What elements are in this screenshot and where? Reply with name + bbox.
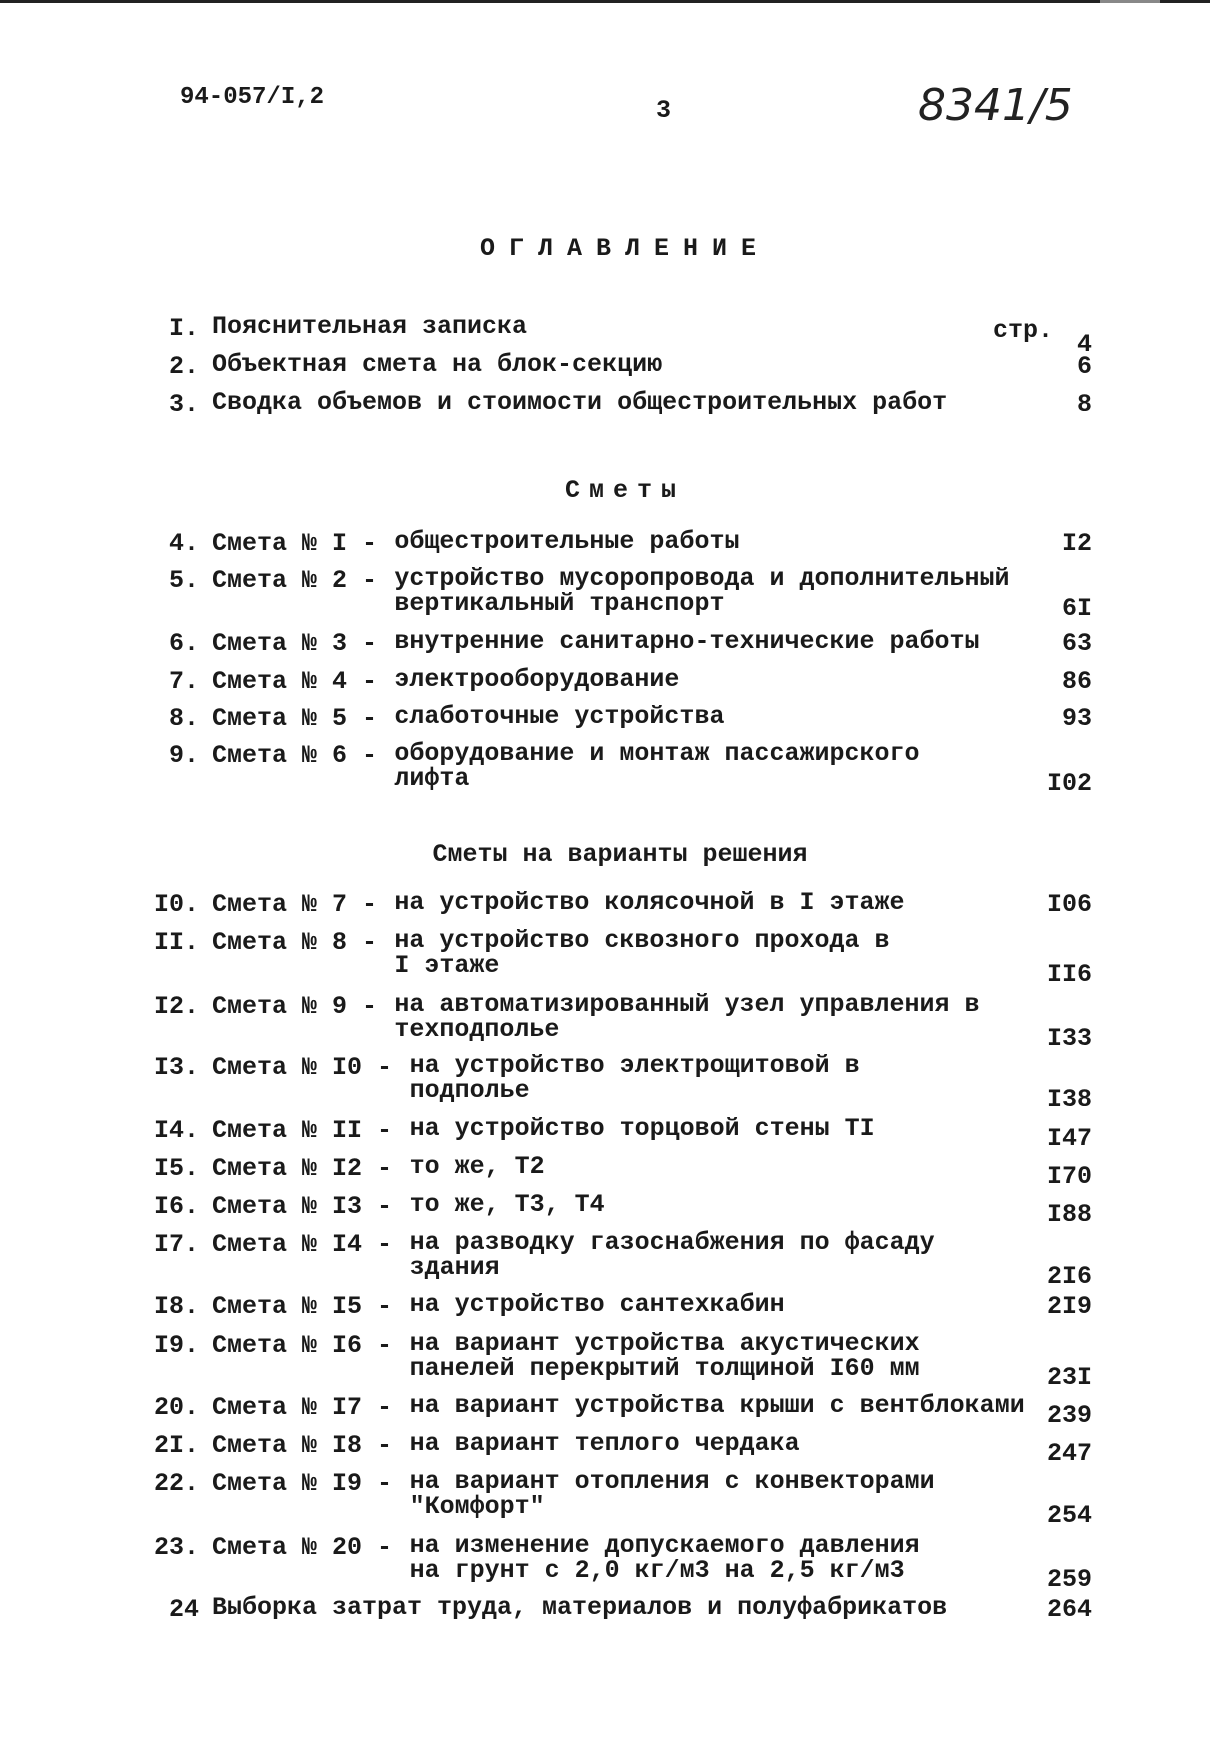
toc-entry-page: 63 — [1061, 629, 1092, 658]
toc-entry-number: 6. — [168, 629, 199, 658]
toc-entry-text: на устройство сквозного прохода в — [394, 926, 890, 955]
toc-entry-number: 7. — [168, 667, 199, 696]
toc-entry-text: на устройство сантехкабин — [409, 1290, 785, 1319]
section-heading-variants: Сметы на варианты решения — [432, 840, 808, 869]
toc-entry-page: 239 — [1046, 1401, 1092, 1430]
toc-entry-text: на грунт с 2,0 кг/м3 на 2,5 кг/м3 — [409, 1556, 905, 1585]
toc-entry-page: I70 — [1046, 1162, 1092, 1191]
toc-entry-text: лифта — [394, 764, 470, 793]
toc-entry-label: Смета № 7 - — [212, 890, 378, 919]
toc-entry-page: I88 — [1046, 1200, 1092, 1229]
toc-entry-text: то же, T2 — [409, 1152, 545, 1181]
toc-entry-text: подполье — [409, 1076, 530, 1105]
toc-entry-number: 2. — [168, 352, 199, 381]
page-number: 3 — [656, 96, 672, 125]
toc-entry-page: I02 — [1046, 769, 1092, 798]
toc-entry-page: 6 — [1076, 352, 1092, 381]
toc-entry-label: Смета № I6 - — [212, 1331, 393, 1360]
toc-entry-number: 3. — [168, 390, 199, 419]
toc-entry-text: панелей перекрытий толщиной I60 мм — [409, 1354, 920, 1383]
toc-entry-page: I2 — [1061, 529, 1092, 558]
toc-entry-page: I33 — [1046, 1024, 1092, 1053]
toc-entry-text: на устройство торцовой стены TI — [409, 1114, 875, 1143]
toc-entry-page: I38 — [1046, 1085, 1092, 1114]
toc-entry-text: Объектная смета на блок-секцию — [212, 350, 663, 379]
scan-top-edge-mark — [1100, 0, 1160, 3]
toc-entry-label: Смета № 2 - — [212, 566, 378, 595]
toc-entry-label: Смета № I8 - — [212, 1431, 393, 1460]
section-heading-estimates: Сметы — [564, 476, 685, 505]
toc-entry-text: на устройство электрощитовой в — [409, 1051, 860, 1080]
toc-entry-text: Пояснительная записка — [212, 312, 528, 341]
toc-entry-text: на устройство колясочной в I этаже — [394, 888, 905, 917]
toc-entry-page: 259 — [1046, 1565, 1092, 1594]
toc-entry-text: внутренние санитарно-технические работы — [394, 627, 980, 656]
toc-entry-text: устройство мусоропровода и дополнительный — [394, 564, 1010, 593]
toc-entry-text: I этаже — [394, 951, 500, 980]
toc-entry-number: 4. — [168, 529, 199, 558]
toc-entry-number: 20. — [153, 1393, 199, 1422]
toc-entry-text: "Комфорт" — [409, 1492, 545, 1521]
toc-entry-text: на вариант устройства акустических — [409, 1329, 920, 1358]
page-title: ОГЛАВЛЕНИЕ — [479, 234, 771, 263]
toc-entry-label: Смета № 3 - — [212, 629, 378, 658]
toc-entry-number: 23. — [153, 1533, 199, 1562]
toc-entry-number: I6. — [153, 1192, 199, 1221]
toc-entry-number: II. — [153, 928, 199, 957]
toc-entry-text: на вариант отопления с конвекторами — [409, 1467, 935, 1496]
toc-entry-text: электрооборудование — [394, 665, 680, 694]
toc-entry-page: 264 — [1046, 1595, 1092, 1624]
toc-entry-number: I8. — [153, 1292, 199, 1321]
toc-entry-page: 2I6 — [1046, 1262, 1092, 1291]
toc-entry-number: 9. — [168, 741, 199, 770]
toc-entry-page: I06 — [1046, 890, 1092, 919]
toc-entry-label: Смета № I - — [212, 529, 378, 558]
toc-entry-text: на разводку газоснабжения по фасаду — [409, 1228, 935, 1257]
toc-entry-label: Смета № I7 - — [212, 1393, 393, 1422]
toc-entry-number: I0. — [153, 890, 199, 919]
toc-entry-text: на автоматизированный узел управления в — [394, 990, 980, 1019]
toc-entry-number: 22. — [153, 1469, 199, 1498]
toc-entry-page: 247 — [1046, 1439, 1092, 1468]
scan-top-edge — [0, 0, 1210, 3]
toc-entry-text: техподполье — [394, 1015, 560, 1044]
toc-entry-label: Смета № 20 - — [212, 1533, 393, 1562]
toc-entry-label: Смета № 9 - — [212, 992, 378, 1021]
toc-entry-page: 4 — [1076, 330, 1092, 359]
toc-entry-label: Смета № I0 - — [212, 1053, 393, 1082]
toc-entry-number: I3. — [153, 1053, 199, 1082]
toc-entry-page: 254 — [1046, 1501, 1092, 1530]
toc-entry-text: Выборка затрат труда, материалов и полуфабрикатов — [212, 1593, 948, 1622]
toc-entry-text: слаботочные устройства — [394, 702, 725, 731]
toc-entry-number: I2. — [153, 992, 199, 1021]
toc-entry-label: Смета № I4 - — [212, 1230, 393, 1259]
toc-entry-number: I4. — [153, 1116, 199, 1145]
toc-entry-text: здания — [409, 1253, 500, 1282]
toc-entry-page: 6I — [1061, 594, 1092, 623]
toc-entry-text: Сводка объемов и стоимости общестроительных работ — [212, 388, 948, 417]
toc-entry-label: Смета № I9 - — [212, 1469, 393, 1498]
toc-entry-number: I. — [168, 314, 199, 343]
toc-entry-page: 23I — [1046, 1363, 1092, 1392]
toc-entry-label: Смета № 8 - — [212, 928, 378, 957]
toc-entry-label: Смета № 4 - — [212, 667, 378, 696]
toc-entry-page: I47 — [1046, 1124, 1092, 1153]
toc-entry-number: 5. — [168, 566, 199, 595]
page-column-label: стр. — [993, 316, 1054, 345]
toc-entry-label: Смета № II - — [212, 1116, 393, 1145]
toc-entry-text: общестроительные работы — [394, 527, 740, 556]
toc-entry-text: на вариант устройства крыши с вентблоками — [409, 1391, 1025, 1420]
toc-entry-text: то же, T3, T4 — [409, 1190, 605, 1219]
toc-entry-number: I7. — [153, 1230, 199, 1259]
handwritten-reference: 8341/5 — [918, 80, 1073, 131]
toc-entry-number: 8. — [168, 704, 199, 733]
toc-entry-label: Смета № 5 - — [212, 704, 378, 733]
toc-entry-text: на вариант теплого чердака — [409, 1429, 800, 1458]
toc-entry-text: оборудование и монтаж пассажирского — [394, 739, 920, 768]
toc-entry-label: Смета № I3 - — [212, 1192, 393, 1221]
toc-entry-number: I5. — [153, 1154, 199, 1183]
toc-entry-label: Смета № 6 - — [212, 741, 378, 770]
toc-entry-number: I9. — [153, 1331, 199, 1360]
toc-entry-page: II6 — [1046, 960, 1092, 989]
toc-entry-page: 8 — [1076, 390, 1092, 419]
toc-entry-page: 93 — [1061, 704, 1092, 733]
toc-entry-label: Смета № I5 - — [212, 1292, 393, 1321]
toc-entry-page: 2I9 — [1046, 1292, 1092, 1321]
toc-entry-text: на изменение допускаемого давления — [409, 1531, 920, 1560]
toc-entry-number: 24 — [168, 1595, 199, 1624]
toc-entry-page: 86 — [1061, 667, 1092, 696]
toc-entry-text: вертикальный транспорт — [394, 589, 725, 618]
document-code: 94-057/I,2 — [180, 84, 325, 111]
toc-entry-label: Смета № I2 - — [212, 1154, 393, 1183]
toc-entry-number: 2I. — [153, 1431, 199, 1460]
